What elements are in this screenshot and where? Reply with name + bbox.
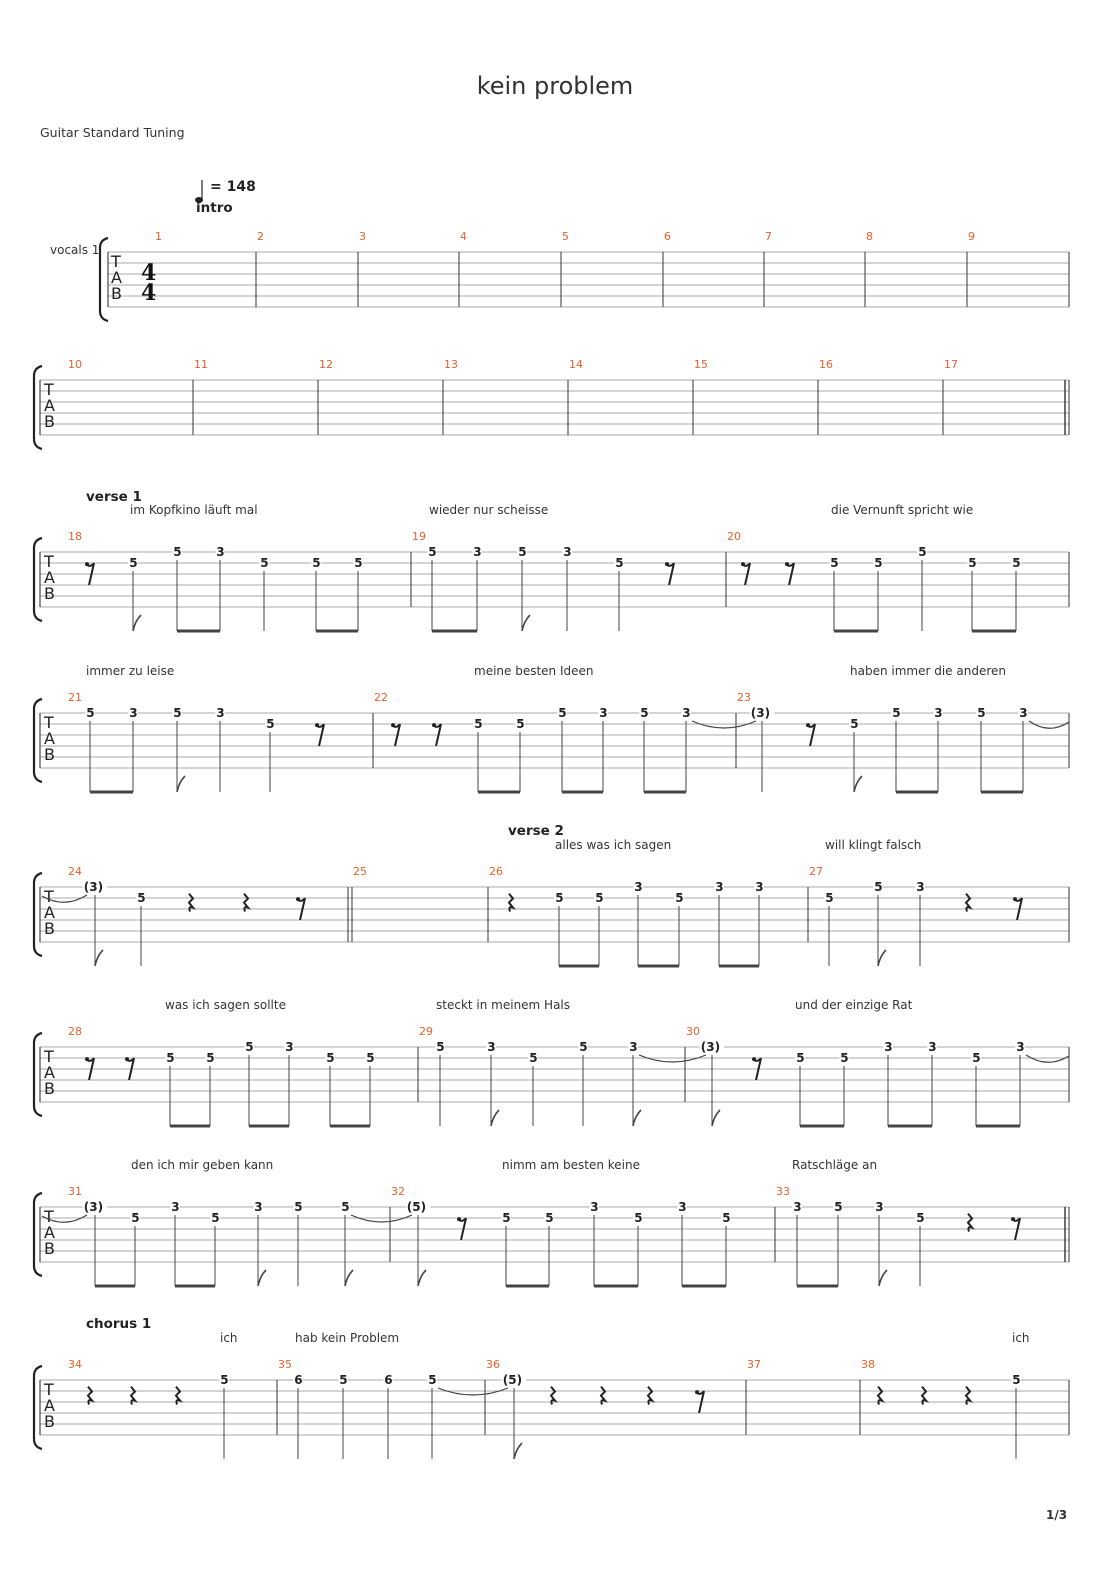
lyric-line: meine besten Ideen [474, 664, 594, 678]
bar-number: 7 [765, 230, 772, 243]
bar-number: 18 [68, 530, 82, 543]
tab-clef: B [44, 412, 55, 431]
bar-number: 24 [68, 865, 82, 878]
fret-number: 5 [354, 556, 363, 570]
fret-number: 5 [874, 556, 883, 570]
fret-number: 5 [977, 706, 986, 720]
lyric-line: Ratschläge an [792, 1158, 878, 1172]
lyric-line: haben immer die anderen [850, 664, 1006, 678]
fret-number: 5 [518, 545, 527, 559]
lyric-line: und der einzige Rat [795, 998, 913, 1012]
fret-number: 3 [884, 1040, 893, 1054]
fret-number: 5 [166, 1051, 175, 1065]
fret-number: 5 [474, 717, 483, 731]
system-bracket [34, 873, 42, 956]
fret-number: 5 [529, 1051, 538, 1065]
note-flag [854, 776, 862, 792]
fret-number: 5 [266, 717, 275, 731]
fret-number: 5 [595, 891, 604, 905]
note-flag [879, 1270, 887, 1286]
fret-number: 5 [436, 1040, 445, 1054]
time-signature-bottom: 4 [141, 280, 157, 306]
lyric-line: hab kein Problem [295, 1331, 400, 1345]
bar-number: 23 [737, 691, 751, 704]
tab-clef: T [44, 1380, 54, 1399]
bar-number: 15 [694, 358, 708, 371]
fret-number: 5 [1012, 1373, 1021, 1387]
fret-number: 5 [173, 545, 182, 559]
tempo-value: = 148 [210, 179, 256, 195]
tab-clef: B [44, 919, 55, 938]
tab-clef: B [44, 745, 55, 764]
system-bracket [100, 238, 108, 321]
lyric-line: wieder nur scheisse [429, 503, 549, 517]
section-label-chorus-1: chorus 1 [86, 1316, 152, 1332]
eighth-rest-dot [315, 723, 319, 727]
fret-number: 5 [579, 1040, 588, 1054]
bar-number: 1 [155, 230, 162, 243]
lyric-line: im Kopfkino läuft mal [130, 503, 258, 517]
lyric-line: die Vernunft spricht wie [831, 503, 974, 517]
fret-number: 5 [86, 706, 95, 720]
fret-number: 5 [312, 556, 321, 570]
bar-number: 11 [194, 358, 208, 371]
note-flag [133, 615, 141, 631]
fret-number: 3 [1019, 706, 1028, 720]
fret-number: 5 [220, 1373, 229, 1387]
tab-clef: T [44, 552, 54, 571]
fret-number: 5 [675, 891, 684, 905]
fret-number: 3 [590, 1200, 599, 1214]
bar-number: 14 [569, 358, 583, 371]
fret-number: 3 [715, 880, 724, 894]
bar-number: 9 [968, 230, 975, 243]
lyric-line: den ich mir geben kann [131, 1158, 274, 1172]
eighth-rest-dot [391, 723, 395, 727]
lyric-line: steckt in meinem Hals [436, 998, 571, 1012]
tab-clef: B [44, 584, 55, 603]
fret-number: 5 [428, 1373, 437, 1387]
tab-clef: A [44, 396, 55, 415]
bar-number: 2 [257, 230, 264, 243]
fret-number: 5 [874, 880, 883, 894]
eighth-rest-dot [785, 562, 789, 566]
fret-number: (5) [502, 1373, 523, 1387]
fret-number: 5 [918, 545, 927, 559]
bar-number: 27 [809, 865, 823, 878]
section-label-verse-1: verse 1 [86, 489, 142, 505]
instrument-label: vocals 1 [50, 243, 100, 257]
note-flag [418, 1270, 426, 1286]
eighth-rest-dot [806, 723, 810, 727]
bar-number: 29 [419, 1025, 433, 1038]
fret-number: 5 [294, 1200, 303, 1214]
tab-clef: A [44, 1223, 55, 1242]
eighth-rest-dot [85, 1057, 89, 1061]
tab-clef: B [111, 284, 122, 303]
tie [1026, 1055, 1069, 1062]
fret-number: 3 [563, 545, 572, 559]
fret-number: 3 [934, 706, 943, 720]
fret-number: 5 [502, 1211, 511, 1225]
note-flag [491, 1110, 499, 1126]
fret-number: 5 [555, 891, 564, 905]
fret-number: 5 [206, 1051, 215, 1065]
fret-number: 3 [254, 1200, 263, 1214]
fret-number: 5 [428, 545, 437, 559]
eighth-rest-dot [457, 1217, 461, 1221]
tab-clef: A [44, 1396, 55, 1415]
tab-clef: T [44, 887, 54, 906]
note-flag [712, 1110, 720, 1126]
bar-number: 13 [444, 358, 458, 371]
fret-number: 5 [545, 1211, 554, 1225]
fret-number: 5 [558, 706, 567, 720]
lyric-line: will klingt falsch [825, 838, 922, 852]
bar-number: 33 [776, 1185, 790, 1198]
bar-number: 35 [278, 1358, 292, 1371]
system-bracket [34, 1033, 42, 1116]
bar-number: 5 [562, 230, 569, 243]
lyric-line: alles was ich sagen [555, 838, 672, 852]
lyric-line: was ich sagen sollte [165, 998, 286, 1012]
bar-number: 36 [486, 1358, 500, 1371]
fret-number: 5 [850, 717, 859, 731]
fret-number: (3) [750, 706, 771, 720]
fret-number: 5 [341, 1200, 350, 1214]
system-bracket [34, 538, 42, 621]
fret-number: 3 [285, 1040, 294, 1054]
bar-number: 16 [819, 358, 833, 371]
bar-number: 10 [68, 358, 82, 371]
eighth-rest-dot [296, 897, 300, 901]
bar-number: 8 [866, 230, 873, 243]
fret-number: 5 [137, 891, 146, 905]
fret-number: 5 [129, 556, 138, 570]
note-flag [258, 1270, 266, 1286]
fret-number: 5 [211, 1211, 220, 1225]
fret-number: 5 [722, 1211, 731, 1225]
fret-number: 3 [678, 1200, 687, 1214]
tab-clef: B [44, 1239, 55, 1258]
note-flag [633, 1110, 641, 1126]
fret-number: 5 [1012, 556, 1021, 570]
eighth-rest-dot [432, 723, 436, 727]
tab-clef: T [44, 713, 54, 732]
system-bracket [34, 699, 42, 782]
bar-number: 38 [861, 1358, 875, 1371]
fret-number: 5 [366, 1051, 375, 1065]
bar-number: 19 [412, 530, 426, 543]
note-flag [878, 950, 886, 966]
fret-number: 5 [640, 706, 649, 720]
bar-number: 30 [686, 1025, 700, 1038]
bar-number: 22 [374, 691, 388, 704]
note-flag [345, 1270, 353, 1286]
tab-clef: B [44, 1412, 55, 1431]
fret-number: 5 [634, 1211, 643, 1225]
bar-number: 12 [319, 358, 333, 371]
eighth-rest-dot [125, 1057, 129, 1061]
tab-clef: B [44, 1079, 55, 1098]
bar-number: 34 [68, 1358, 82, 1371]
tab-clef: T [44, 1207, 54, 1226]
tab-clef: T [111, 252, 121, 271]
lyric-line: ich [220, 1331, 238, 1345]
fret-number: 3 [793, 1200, 802, 1214]
fret-number: 5 [260, 556, 269, 570]
fret-number: (3) [700, 1040, 721, 1054]
bar-number: 3 [359, 230, 366, 243]
system-bracket [34, 366, 42, 449]
system-bracket [34, 1366, 42, 1449]
note-flag [177, 776, 185, 792]
fret-number: 5 [339, 1373, 348, 1387]
bar-number: 31 [68, 1185, 82, 1198]
eighth-rest-dot [1011, 1217, 1015, 1221]
eighth-rest-dot [665, 562, 669, 566]
fret-number: 3 [634, 880, 643, 894]
fret-number: 3 [216, 545, 225, 559]
section-label-intro: intro [196, 200, 233, 216]
tab-clef: T [44, 1047, 54, 1066]
fret-number: 5 [245, 1040, 254, 1054]
tab-clef: A [44, 729, 55, 748]
lyric-line: nimm am besten keine [502, 1158, 640, 1172]
fret-number: 3 [216, 706, 225, 720]
tab-clef: A [44, 903, 55, 922]
fret-number: 3 [1016, 1040, 1025, 1054]
fret-number: 5 [972, 1051, 981, 1065]
fret-number: 5 [615, 556, 624, 570]
fret-number: 5 [840, 1051, 849, 1065]
fret-number: 6 [384, 1373, 393, 1387]
fret-number: 5 [968, 556, 977, 570]
note-flag [514, 1443, 522, 1459]
fret-number: 3 [928, 1040, 937, 1054]
section-label-verse-2: verse 2 [508, 823, 564, 839]
fret-number: 3 [171, 1200, 180, 1214]
tab-clef: A [44, 1063, 55, 1082]
fret-number: 3 [487, 1040, 496, 1054]
fret-number: 5 [173, 706, 182, 720]
fret-number: 5 [516, 717, 525, 731]
eighth-rest-dot [752, 1057, 756, 1061]
fret-number: 5 [326, 1051, 335, 1065]
fret-number: 5 [830, 556, 839, 570]
fret-number: 5 [796, 1051, 805, 1065]
note-flag [522, 615, 530, 631]
fret-number: 5 [916, 1211, 925, 1225]
bar-number: 20 [727, 530, 741, 543]
bar-number: 26 [489, 865, 503, 878]
eighth-rest-dot [85, 562, 89, 566]
page-number: 1/3 [1046, 1508, 1068, 1522]
bar-number: 28 [68, 1025, 82, 1038]
eighth-rest-dot [741, 562, 745, 566]
lyric-line: ich [1012, 1331, 1030, 1345]
fret-number: 3 [129, 706, 138, 720]
bar-number: 4 [460, 230, 467, 243]
fret-number: (5) [406, 1200, 427, 1214]
fret-number: 3 [473, 545, 482, 559]
bar-number: 37 [747, 1358, 761, 1371]
fret-number: 5 [892, 706, 901, 720]
tab-clef: A [111, 268, 122, 287]
bar-number: 21 [68, 691, 82, 704]
fret-number: 5 [825, 891, 834, 905]
eighth-rest-dot [695, 1390, 699, 1394]
fret-number: 5 [834, 1200, 843, 1214]
bar-number: 6 [664, 230, 671, 243]
system-bracket [34, 1193, 42, 1276]
tie [1029, 721, 1069, 728]
bar-number: 17 [944, 358, 958, 371]
tab-clef: T [44, 380, 54, 399]
bar-number: 25 [353, 865, 367, 878]
fret-number: (3) [83, 1200, 104, 1214]
fret-number: (3) [83, 880, 104, 894]
tuning-label: Guitar Standard Tuning [40, 125, 185, 140]
fret-number: 3 [916, 880, 925, 894]
fret-number: 3 [599, 706, 608, 720]
note-flag [95, 950, 103, 966]
fret-number: 3 [629, 1040, 638, 1054]
eighth-rest-dot [1013, 897, 1017, 901]
lyric-line: immer zu leise [86, 664, 175, 678]
fret-number: 5 [131, 1211, 140, 1225]
song-title: kein problem [476, 72, 634, 100]
fret-number: 3 [682, 706, 691, 720]
fret-number: 6 [294, 1373, 303, 1387]
fret-number: 3 [875, 1200, 884, 1214]
time-signature-top: 4 [141, 260, 157, 286]
fret-number: 3 [755, 880, 764, 894]
tab-clef: A [44, 568, 55, 587]
bar-number: 32 [391, 1185, 405, 1198]
